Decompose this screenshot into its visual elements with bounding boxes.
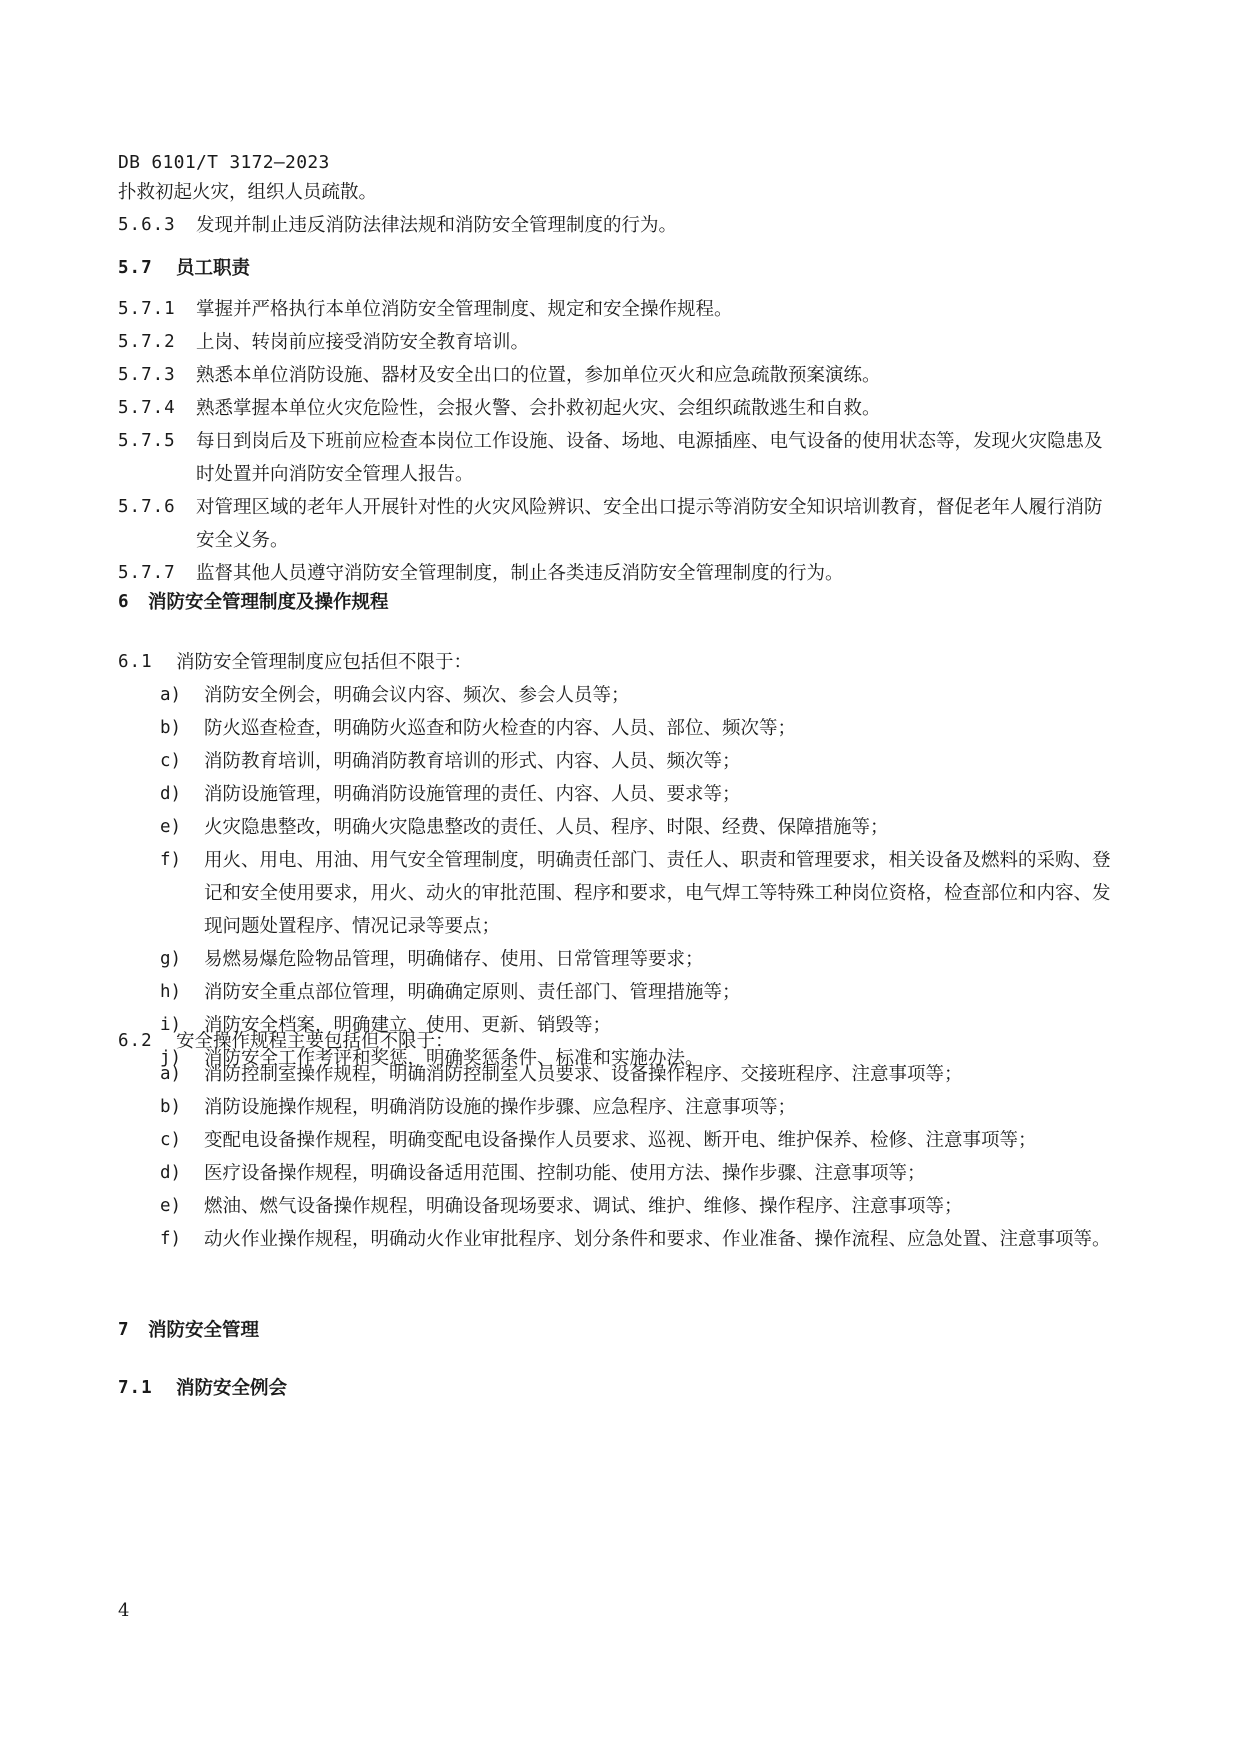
list-item-text: 易燃易爆危险物品管理，明确储存、使用、日常管理等要求； <box>204 949 704 970</box>
clause-text: 熟悉掌握本单位火灾危险性，会报火警、会扑救初起火灾、会组织疏散逃生和自救。 <box>196 398 881 419</box>
list-item <box>160 1091 1118 1124</box>
list-item-text: 消防设施操作规程，明确消防设施的操作步骤、应急程序、注意事项等； <box>204 1097 797 1118</box>
section-6-1 <box>118 646 1118 1075</box>
heading-number: 6 <box>118 592 130 612</box>
clause-text: 发现并制止违反消防法律法规和消防安全管理制度的行为。 <box>196 215 678 236</box>
list-item-text: 防火巡查检查，明确防火巡查和防火检查的内容、人员、部位、频次等； <box>204 718 797 739</box>
list-marker: i) <box>160 1015 182 1035</box>
list-item-text: 消防教育培训，明确消防教育培训的形式、内容、人员、频次等； <box>204 751 741 772</box>
list-marker: g) <box>160 949 182 969</box>
list-item <box>160 976 1118 1009</box>
clause-text: 熟悉本单位消防设施、器材及安全出口的位置，参加单位灭火和应急疏散预案演练。 <box>196 365 881 386</box>
list-item-text: 消防安全例会，明确会议内容、频次、参会人员等； <box>204 685 630 706</box>
list-item <box>160 679 1118 712</box>
clause-number: 6.2 <box>118 1031 153 1051</box>
clause-number: 5.7.6 <box>118 497 176 517</box>
list-item <box>160 844 1118 943</box>
list-item-text: 动火作业操作规程，明确动火作业审批程序、划分条件和要求、作业准备、操作流程、应急处置、注意事项等。 <box>204 1229 1111 1250</box>
heading-title: 消防安全管理制度及操作规程 <box>148 592 389 613</box>
clause-6-1 <box>118 646 1118 679</box>
list-item-text: 消防安全重点部位管理，明确确定原则、责任部门、管理措施等； <box>204 982 741 1003</box>
heading-number: 7.1 <box>118 1378 153 1398</box>
list-6-2 <box>160 1058 1118 1256</box>
list-marker: f) <box>160 850 182 870</box>
list-item <box>160 1190 1118 1223</box>
list-item-text: 消防安全档案，明确建立、使用、更新、销毁等； <box>204 1015 612 1036</box>
page-number: 4 <box>118 1600 130 1621</box>
section-heading-6 <box>118 586 1118 619</box>
heading-number: 7 <box>118 1320 130 1340</box>
heading-number: 5.7 <box>118 258 153 278</box>
list-item-text: 消防安全工作考评和奖惩，明确奖惩条件、标准和实施办法。 <box>204 1048 704 1069</box>
list-marker: c) <box>160 751 182 771</box>
list-item <box>160 943 1118 976</box>
clause-6-2 <box>118 1025 1118 1058</box>
clause-5-7-2 <box>118 326 1118 359</box>
clause-number: 5.7.2 <box>118 332 176 352</box>
clause-number: 5.6.3 <box>118 215 176 235</box>
list-item-text: 火灾隐患整改，明确火灾隐患整改的责任、人员、程序、时限、经费、保障措施等； <box>204 817 889 838</box>
list-marker: f) <box>160 1229 182 1249</box>
document-code: DB 6101/T 3172—2023 <box>118 152 330 173</box>
section-5-6-3 <box>118 176 1118 242</box>
list-marker: c) <box>160 1130 182 1150</box>
list-item-text: 医疗设备操作规程，明确设备适用范围、控制功能、使用方法、操作步骤、注意事项等； <box>204 1163 926 1184</box>
list-item-text: 消防设施管理，明确消防设施管理的责任、内容、人员、要求等； <box>204 784 741 805</box>
list-marker: a) <box>160 685 182 705</box>
clause-5-6-3 <box>118 209 1118 242</box>
clause-text: 每日到岗后及下班前应检查本岗位工作设施、设备、场地、电源插座、电气设备的使用状态等，发现火灾隐患及时处置并向消防安全管理人报告。 <box>196 431 1103 485</box>
list-item-text: 燃油、燃气设备操作规程，明确设备现场要求、调试、维护、维修、操作程序、注意事项等； <box>204 1196 963 1217</box>
clause-number: 5.7.1 <box>118 299 176 319</box>
list-item <box>160 1124 1118 1157</box>
heading-title: 消防安全例会 <box>176 1378 288 1399</box>
list-item <box>160 1058 1118 1091</box>
list-item-text: 变配电设备操作规程，明确变配电设备操作人员要求、巡视、断开电、维护保养、检修、注意事项等； <box>204 1130 1037 1151</box>
list-marker: e) <box>160 817 182 837</box>
section-heading-7-1 <box>118 1372 1118 1405</box>
clause-number: 6.1 <box>118 652 153 672</box>
list-item-text: 消防控制室操作规程，明确消防控制室人员要求、设备操作程序、交接班程序、注意事项等； <box>204 1064 963 1085</box>
list-item <box>160 712 1118 745</box>
list-item <box>160 811 1118 844</box>
section-6-2 <box>118 1025 1118 1256</box>
clause-text: 安全操作规程主要包括但不限于： <box>176 1031 454 1052</box>
list-marker: b) <box>160 1097 182 1117</box>
paragraph-continuation: 扑救初起火灾，组织人员疏散。 <box>118 182 378 203</box>
clause-number: 5.7.7 <box>118 563 176 583</box>
clause-number: 5.7.4 <box>118 398 176 418</box>
section-5-7-clauses <box>118 293 1118 590</box>
section-heading-5-7 <box>118 252 1118 285</box>
clause-5-7-5 <box>118 425 1118 491</box>
section-heading-7 <box>118 1314 1118 1347</box>
clause-text: 掌握并严格执行本单位消防安全管理制度、规定和安全操作规程。 <box>196 299 733 320</box>
list-item <box>160 1157 1118 1190</box>
clause-5-7-6 <box>118 491 1118 557</box>
list-marker: b) <box>160 718 182 738</box>
clause-text: 对管理区域的老年人开展针对性的火灾风险辨识、安全出口提示等消防安全知识培训教育，督促老年人履行消防安全义务。 <box>196 497 1103 551</box>
clause-number: 5.7.5 <box>118 431 176 451</box>
list-item-text: 用火、用电、用油、用气安全管理制度，明确责任部门、责任人、职责和管理要求，相关设备及燃料的采购、登记和安全使用要求，用火、动火的审批范围、程序和要求，电气焊工等特殊工种岗位资格，检查部位和内容、发现问题处置程序、情况记录等要点； <box>204 850 1111 937</box>
list-marker: e) <box>160 1196 182 1216</box>
list-item <box>160 1223 1118 1256</box>
clause-5-7-1 <box>118 293 1118 326</box>
list-item <box>160 778 1118 811</box>
list-marker: d) <box>160 1163 182 1183</box>
clause-text: 消防安全管理制度应包括但不限于： <box>176 652 473 673</box>
clause-5-7-3 <box>118 359 1118 392</box>
clause-5-7-4 <box>118 392 1118 425</box>
clause-number: 5.7.3 <box>118 365 176 385</box>
heading-title: 员工职责 <box>176 258 251 279</box>
list-marker: d) <box>160 784 182 804</box>
list-marker: a) <box>160 1064 182 1084</box>
clause-text: 上岗、转岗前应接受消防安全教育培训。 <box>196 332 530 353</box>
list-marker: h) <box>160 982 182 1002</box>
list-item <box>160 745 1118 778</box>
clause-text: 监督其他人员遵守消防安全管理制度，制止各类违反消防安全管理制度的行为。 <box>196 563 844 584</box>
list-6-1 <box>160 679 1118 1075</box>
list-marker: j) <box>160 1048 182 1068</box>
heading-title: 消防安全管理 <box>148 1320 260 1341</box>
